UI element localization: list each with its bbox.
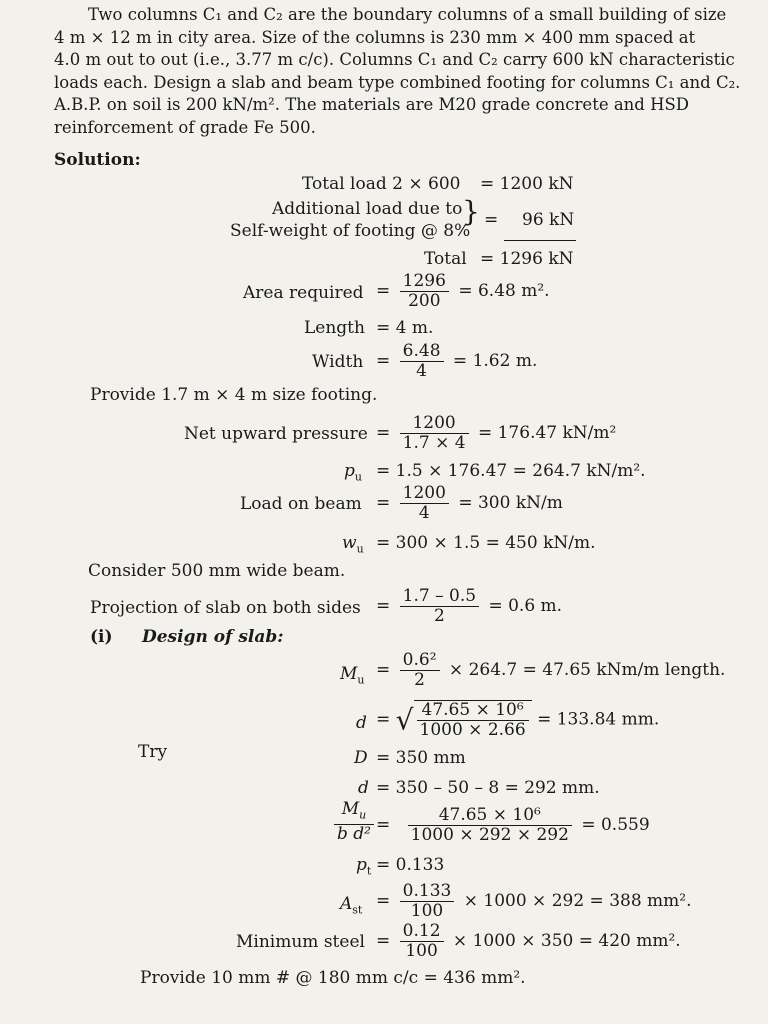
net-pressure-expression [376, 414, 616, 453]
eq-sign: = [376, 596, 391, 616]
min-steel-label: Minimum steel [236, 932, 365, 952]
mu-label [340, 664, 365, 686]
numerator: 0.133 [400, 882, 455, 902]
pu-value: = 1.5 × 176.47 = 264.7 kN/m². [376, 461, 646, 481]
subscript: u [354, 470, 362, 484]
pt-value: = 0.133 [376, 855, 445, 875]
ast-result: × 1000 × 292 = 388 mm². [463, 891, 692, 911]
numerator: 47.65 × 10⁶ [417, 701, 529, 721]
symbol: w [342, 533, 357, 553]
numerator: 0.12 [400, 922, 444, 942]
net-pressure-fraction [400, 414, 469, 453]
pu-label [344, 461, 362, 483]
denominator: b d² [337, 824, 371, 845]
ratio-label [330, 800, 378, 844]
denominator: 4 [416, 361, 427, 381]
problem-line: reinforcement of grade Fe 500. [54, 117, 316, 137]
ratio-fraction [408, 806, 572, 845]
length-value: = 4 m. [376, 318, 434, 338]
area-label: Area required [243, 283, 364, 303]
net-pressure-label: Net upward pressure [184, 424, 368, 444]
numerator: 1200 [400, 484, 449, 504]
d-effective-value: = 350 – 50 – 8 = 292 mm. [376, 778, 600, 798]
ast-expression [376, 882, 692, 921]
symbol: p [356, 855, 367, 875]
problem-line: loads each. Design a slab and beam type combined footing for columns C₁ and C₂. [54, 72, 741, 92]
min-steel-expression [376, 922, 681, 961]
total-load-label: Total load 2 × 600 [302, 174, 461, 194]
total-value: = 1296 kN [480, 249, 574, 269]
area-fraction [400, 272, 449, 311]
net-pressure-result: = 176.47 kN/m² [477, 423, 617, 443]
additional-load-value: 96 kN [522, 210, 575, 230]
ratio-label-fraction [334, 800, 374, 844]
wu-value: = 300 × 1.5 = 450 kN/m. [376, 533, 596, 553]
wu-label [342, 533, 364, 555]
min-steel-result: × 1000 × 350 = 420 mm². [452, 931, 681, 951]
denominator: 2 [433, 606, 445, 626]
ratio-result: = 0.559 [581, 815, 650, 835]
numerator [334, 800, 374, 825]
eq-sign: = [376, 815, 391, 835]
denominator: 1.7 × 4 [402, 433, 466, 453]
provide-footing: Provide 1.7 m × 4 m size footing. [90, 385, 378, 405]
ast-label [340, 894, 362, 916]
denominator: 200 [408, 291, 441, 311]
consider-beam: Consider 500 mm wide beam. [88, 561, 346, 581]
mu-result: × 264.7 = 47.65 kNm/m length. [448, 660, 726, 680]
area-result: = 6.48 m². [458, 281, 550, 301]
square-root: √ $\frac{\text{47.65 × 10⁶}}{1000 \times 2.66}$ [396, 700, 532, 740]
provide-steel: Provide 10 mm # @ 180 mm c/c = 436 mm². [140, 968, 526, 988]
try-label: Try [138, 742, 168, 762]
d-label: d [356, 713, 367, 733]
subscript: st [352, 903, 363, 917]
denominator: 2 [414, 670, 425, 690]
eq-sign: = [376, 709, 391, 730]
eq-sign: = [376, 423, 391, 443]
mu-fraction [400, 651, 440, 690]
projection-label: Projection of slab on both sides [90, 598, 361, 618]
problem-line: Two columns C₁ and C₂ are the boundary columns of a small building of size [88, 5, 727, 24]
d-effective-label: d [358, 778, 369, 798]
denominator: 1000 × 2.66 [419, 720, 526, 740]
numerator: 6.48 [400, 342, 444, 362]
eq-sign: = [376, 891, 391, 911]
symbol: M [340, 664, 358, 684]
beam-load-label: Load on beam [240, 494, 362, 514]
pt-label [356, 855, 371, 877]
length-label: Length [304, 318, 365, 338]
beam-load-fraction [400, 484, 449, 523]
numerator: 47.65 × 10⁶ [408, 806, 572, 826]
area-expression [376, 272, 550, 311]
beam-load-result: = 300 kN/m [458, 493, 563, 513]
beam-load-expression [376, 484, 563, 523]
D-value: = 350 mm [376, 748, 466, 768]
d-expression [376, 700, 659, 740]
section-heading: Design of slab: [142, 627, 284, 647]
eq-sign: = [376, 660, 391, 680]
brace-symbol: } [462, 195, 480, 228]
total-label: Total [424, 249, 467, 269]
subscript: u [356, 542, 364, 556]
additional-load-label: Additional load due to [272, 199, 463, 219]
denominator: 1000 × 292 × 292 [410, 825, 569, 845]
symbol: A [340, 894, 353, 914]
problem-line: 4 m × 12 m in city area. Size of the columns is 230 mm × 400 mm spaced at [54, 27, 696, 47]
total-load-value: = 1200 kN [480, 174, 574, 194]
problem-statement [54, 4, 744, 139]
d-fraction [414, 700, 532, 740]
eq-sign: = [376, 493, 391, 513]
ast-fraction [400, 882, 455, 921]
min-steel-fraction [400, 922, 444, 961]
subscript: u [357, 673, 365, 687]
problem-line: A.B.P. on soil is 200 kN/m². The materials are M20 grade concrete and HSD [54, 95, 690, 114]
projection-fraction [400, 587, 479, 626]
additional-eq: = [484, 210, 499, 230]
mu-expression [376, 651, 725, 690]
denominator: 4 [418, 503, 430, 523]
width-result: = 1.62 m. [452, 351, 538, 371]
symbol: p [344, 461, 355, 481]
symbol: M [341, 799, 360, 819]
denominator: 100 [410, 901, 444, 921]
numerator: 1296 [400, 272, 449, 292]
projection-result: = 0.6 m. [488, 596, 563, 616]
eq-sign: = [376, 281, 391, 301]
denominator: 100 [405, 941, 438, 961]
eq-sign: = [376, 931, 391, 951]
solution-heading: Solution: [54, 150, 141, 170]
eq-sign: = [376, 351, 391, 371]
projection-expression [376, 587, 562, 626]
d-result: = 133.84 mm. [537, 709, 660, 730]
numerator: 1.7 – 0.5 [400, 587, 479, 607]
subscript: t [366, 864, 372, 878]
problem-line: 4.0 m out to out (i.e., 3.77 m c/c). Columns C₁ and C₂ carry 600 kN characteristic [54, 50, 735, 69]
ratio-expression [376, 806, 650, 845]
section-number: (i) [90, 627, 113, 647]
width-label: Width [312, 352, 364, 372]
subscript: u [359, 808, 367, 822]
D-label: D [354, 748, 368, 768]
numerator: 1200 [400, 414, 469, 434]
numerator: 0.6² [400, 651, 440, 671]
width-expression [376, 342, 537, 381]
self-weight-label: Self-weight of footing @ 8% [230, 221, 471, 241]
width-fraction [400, 342, 444, 381]
sum-rule [504, 240, 576, 241]
